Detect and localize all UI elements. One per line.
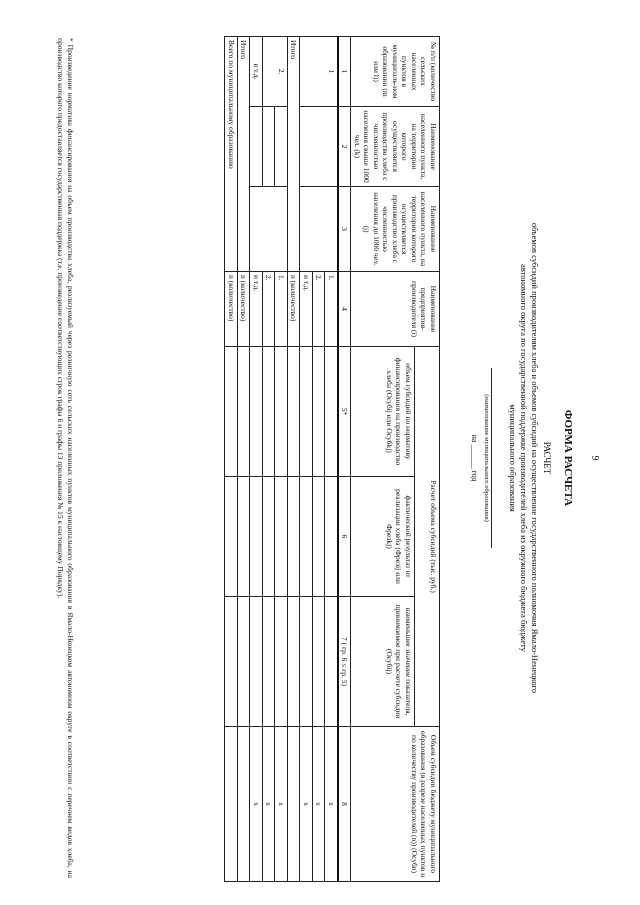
form-title: ФОРМА РАСЧЕТА bbox=[562, 409, 574, 507]
value-cell bbox=[300, 477, 313, 597]
heading: РАСЧЕТ bbox=[542, 441, 552, 475]
document-page bbox=[10, 28, 610, 888]
header-col-2: Наименование населенного пункта, на территории которого осуществляется производство хлеба с численностью населения свыше 1000 чел. (k) bbox=[351, 107, 440, 187]
municipality-caption: (наименование муниципального образования) bbox=[483, 394, 490, 522]
index-cell: 7 ( гр. 6 ≤ гр. 5) bbox=[338, 597, 351, 727]
grand-total-row bbox=[225, 37, 238, 882]
value-cell bbox=[263, 347, 276, 477]
value-cell bbox=[313, 347, 326, 477]
value-cell bbox=[288, 347, 301, 477]
value-cell bbox=[263, 597, 276, 727]
value-cell bbox=[225, 727, 238, 882]
value-cell bbox=[225, 347, 238, 477]
count-cell: n (количество) bbox=[288, 272, 301, 347]
x-cell: x bbox=[250, 727, 263, 882]
subtotal-label: Итого bbox=[288, 37, 301, 272]
x-cell: x bbox=[300, 727, 313, 882]
value-cell bbox=[250, 347, 263, 477]
value-cell bbox=[313, 477, 326, 597]
value-cell bbox=[300, 347, 313, 477]
value-cell bbox=[288, 597, 301, 727]
count-cell: n (количество) bbox=[225, 272, 238, 347]
index-cell: 5* bbox=[338, 347, 351, 477]
value-cell bbox=[275, 347, 288, 477]
header-col-5: объем субсидий по нормативу финансирования на производство хлеба (Осубij или Осубkj) bbox=[351, 347, 414, 477]
value-cell bbox=[238, 727, 251, 882]
index-cell: 8 bbox=[338, 727, 351, 882]
description-line-2: автономного округа по государственной поддержке производителей хлеба из окружного бюджета бюджету bbox=[519, 264, 529, 652]
value-cell bbox=[288, 727, 301, 882]
producer-cell: 2. bbox=[313, 272, 326, 347]
value-cell bbox=[313, 597, 326, 727]
settlement-j-cell bbox=[300, 187, 338, 272]
table-row bbox=[275, 37, 288, 882]
producer-cell: 1. bbox=[325, 272, 338, 347]
index-cell: 2 bbox=[338, 107, 351, 187]
value-cell bbox=[325, 347, 338, 477]
description bbox=[507, 148, 540, 768]
producer-cell: 2. bbox=[263, 272, 276, 347]
settlement-k-cell bbox=[300, 107, 338, 187]
value-cell bbox=[275, 597, 288, 727]
table-header-row bbox=[414, 37, 439, 882]
header-group-calc: Расчет объема субсидий (тыс. руб.) bbox=[414, 347, 439, 727]
row-number: 1 bbox=[300, 37, 338, 107]
x-cell: x bbox=[325, 727, 338, 882]
year-suffix: год bbox=[470, 470, 479, 482]
subtotal-row bbox=[288, 37, 301, 882]
page-number: 9 bbox=[589, 455, 600, 461]
count-cell: n (количество) bbox=[238, 272, 251, 347]
settlement-k-cell bbox=[263, 107, 276, 187]
value-cell bbox=[300, 597, 313, 727]
x-cell: x bbox=[313, 727, 326, 882]
footnote: * Произведение норматива финансирования на объем производства хлеба, реализуемый через розничную сеть сельских населенных пунктов муниципального образования в Ямало-Ненецком автономном округе в соответствии с перечнем видов хлеба, на производство которого предоставляется государственная поддержка (т.е. произведение соответствующих строк графы 6 и графы 13 приложения № 15 к настоящему Порядку). bbox=[56, 38, 75, 878]
index-cell: 4 bbox=[338, 272, 351, 347]
header-col-6: фактический результат от реализации хлеба (Фрезij или Фрезkj) bbox=[351, 477, 414, 597]
row-number-etc: и т.д. bbox=[250, 37, 263, 107]
year-line bbox=[470, 28, 479, 888]
value-cell bbox=[238, 347, 251, 477]
value-cell bbox=[288, 477, 301, 597]
row-number: 2. bbox=[263, 37, 288, 107]
producer-cell: 1. bbox=[275, 272, 288, 347]
year-prefix: на bbox=[470, 434, 479, 443]
value-cell bbox=[238, 477, 251, 597]
value-cell bbox=[325, 477, 338, 597]
subtotal-label: Итого bbox=[238, 37, 251, 272]
value-cell bbox=[225, 477, 238, 597]
index-cell: 3 bbox=[338, 187, 351, 272]
description-line-1: объемов субсидий производителям хлеба и объемов субсидий на осуществление государственного полномочия Ямало-Ненецкого bbox=[530, 222, 540, 694]
index-cell: 1 bbox=[338, 37, 351, 107]
x-cell: x bbox=[275, 727, 288, 882]
settlement-k-cell bbox=[250, 107, 263, 187]
index-cell: 6 bbox=[338, 477, 351, 597]
value-cell bbox=[250, 477, 263, 597]
value-cell bbox=[250, 597, 263, 727]
calculation-table bbox=[225, 36, 441, 882]
value-cell bbox=[225, 597, 238, 727]
value-cell bbox=[325, 597, 338, 727]
subtotal-row bbox=[238, 37, 251, 882]
value-cell bbox=[238, 597, 251, 727]
producer-cell: и т.д. bbox=[300, 272, 313, 347]
municipality-blank-line bbox=[491, 368, 502, 548]
header-col-8: Объем субсидии бюджету муниципального образования (в разрезе населенных пунктов и по количеству производителей (n)) (Осубn) bbox=[351, 727, 440, 882]
description-line-3: муниципального образования bbox=[508, 404, 518, 512]
column-index-row bbox=[338, 37, 351, 882]
grand-total-label: Всего по муниципальному образованию bbox=[225, 37, 238, 272]
value-cell bbox=[263, 477, 276, 597]
header-col-3: Наименование населенного пункта, на территории которого осуществляется производство хлеба с численностью населения до 1000 чел. (j) bbox=[351, 187, 440, 272]
settlement-k-cell bbox=[275, 107, 288, 187]
value-cell bbox=[275, 477, 288, 597]
producer-cell: и т.д. bbox=[250, 272, 263, 347]
header-col-7: наименьшее значение показателя, принимаемое при расчете субсидии (Осубij) bbox=[351, 597, 414, 727]
header-col-1: № п/п (количество сельских населенных пунктов в муниципаль-ном образовании (m или l)) bbox=[351, 37, 440, 107]
x-cell: x bbox=[263, 727, 276, 882]
header-col-4: Наименование предприятия-производителя (i) bbox=[351, 272, 440, 347]
year-blank: ______ bbox=[470, 444, 479, 469]
table-row bbox=[250, 37, 263, 882]
settlement-j-cell bbox=[250, 187, 288, 272]
table-row bbox=[325, 37, 338, 882]
table-row bbox=[263, 37, 276, 882]
